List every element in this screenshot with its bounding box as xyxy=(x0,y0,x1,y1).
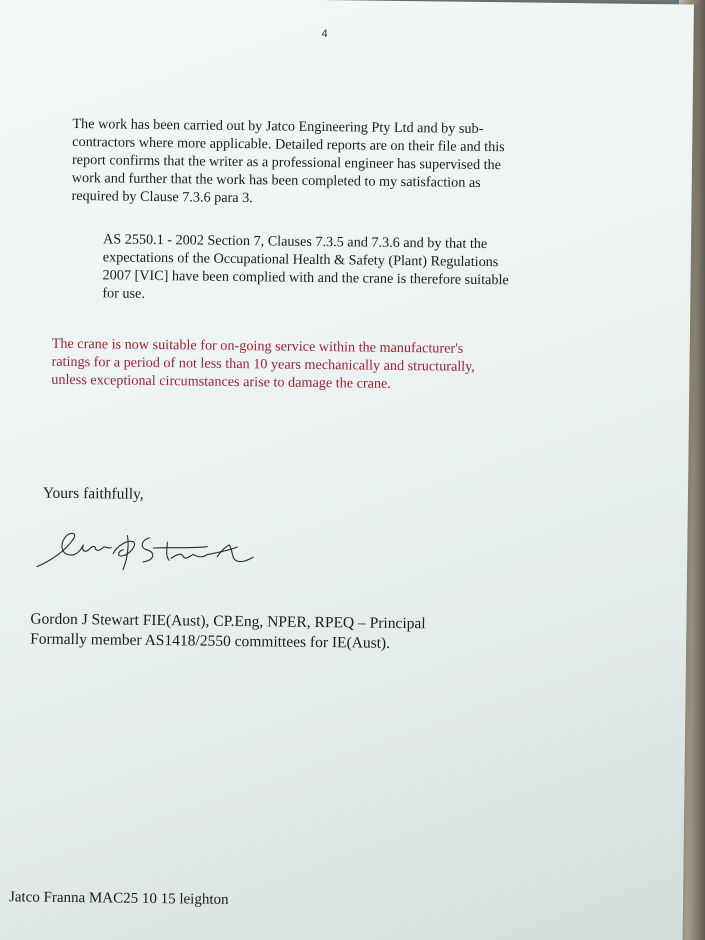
paragraph-service-life xyxy=(51,335,475,394)
text-line: report confirms that the writer as a professional engineer has supervised the xyxy=(71,151,502,174)
text-line: contractors where more applicable. Detailed reports are on their file and this xyxy=(72,133,505,156)
footer-reference: Jatco Franna MAC25 10 15 leighton xyxy=(8,889,229,908)
page-number: 4 xyxy=(321,28,328,41)
paragraph-compliance xyxy=(102,230,509,307)
text-line: The crane is now suitable for on-going service within the manufacturer's xyxy=(51,335,464,357)
text-line: expectations of the Occupational Health & Safety (Plant) Regulations xyxy=(102,249,499,271)
text-line: ratings for a period of not less than 10 years mechanically and structurally, xyxy=(51,353,475,375)
signatory-membership-line: Formally member AS1418/2550 committees for IE(Aust). xyxy=(30,630,391,652)
paragraph-work-completed xyxy=(71,115,505,210)
handwritten-signature xyxy=(31,524,262,577)
text-line: The work has been carried out by Jatco Engineering Pty Ltd and by sub- xyxy=(72,115,484,137)
text-line: for use. xyxy=(102,285,146,302)
text-line: work and further that the work has been completed to my satisfaction as xyxy=(71,169,481,191)
text-line: required by Clause 7.3.6 para 3. xyxy=(71,187,253,207)
text-line: AS 2550.1 - 2002 Section 7, Clauses 7.3.5 and 7.3.6 and by that the xyxy=(102,231,488,253)
closing-salutation: Yours faithfully, xyxy=(42,484,144,503)
text-line: unless exceptional circumstances arise to damage the crane. xyxy=(51,371,391,392)
text-line: 2007 [VIC] have been complied with and the crane is therefore suitable xyxy=(102,267,509,289)
signatory-details xyxy=(30,609,426,654)
signatory-name-line: Gordon J Stewart FIE(Aust), CP.Eng, NPER, RPEQ – Principal xyxy=(30,610,426,633)
